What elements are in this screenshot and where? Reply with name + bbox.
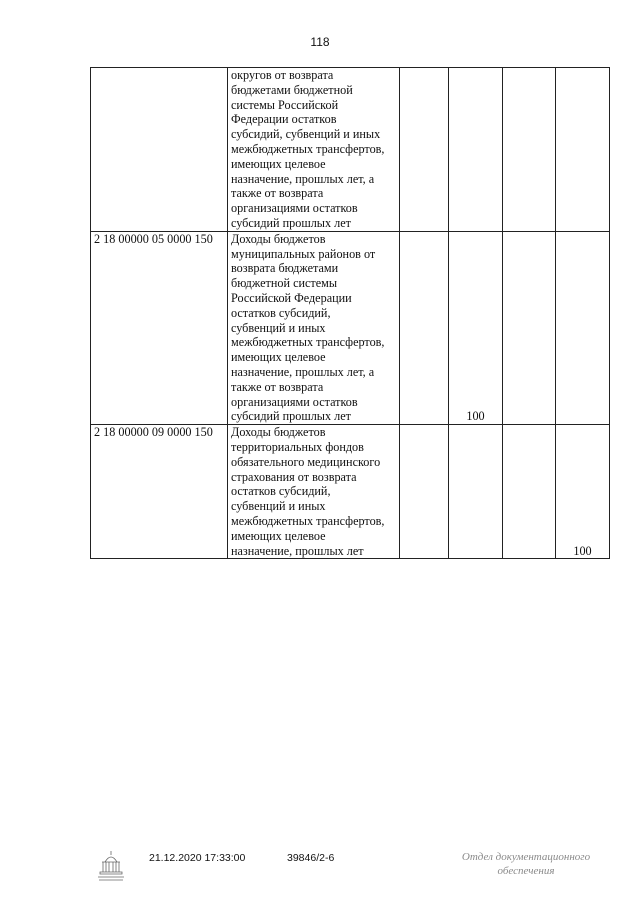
description-line: муниципальных районов от: [231, 246, 376, 261]
value-cell: [503, 231, 556, 424]
description-line: Доходы бюджетов: [231, 425, 326, 440]
description-line: организациями остатков: [231, 201, 358, 216]
table-body: [91, 68, 610, 559]
description-line: имеющих целевое: [231, 156, 326, 171]
budget-table: [90, 67, 610, 559]
footer-datetime: 21.12.2020 17:33:00: [149, 852, 246, 864]
description-line: также от возврата: [231, 186, 324, 201]
page-number: 118: [310, 35, 330, 49]
budget-code-cell: 2 18 00000 05 0000 150: [91, 231, 228, 424]
description-line: Российской Федерации: [231, 290, 352, 305]
value-cell: [400, 231, 449, 424]
description-line: округов от возврата: [231, 68, 334, 82]
budget-code-cell: [91, 68, 228, 232]
value-cell: [503, 425, 556, 559]
table-row: [91, 231, 610, 424]
description-line: межбюджетных трансфертов,: [231, 141, 385, 156]
description-line: территориальных фондов: [231, 439, 364, 454]
duma-emblem-icon: [96, 848, 126, 884]
budget-code-cell: 2 18 00000 09 0000 150: [91, 425, 228, 559]
description-line: также от возврата: [231, 379, 324, 394]
stamp-line: обеспечения: [497, 865, 555, 877]
description-line: межбюджетных трансфертов,: [231, 335, 385, 350]
description-line: имеющих целевое: [231, 350, 326, 365]
page-footer: [0, 848, 640, 898]
description-cell: [228, 231, 400, 424]
description-line: Федерации остатков: [231, 112, 337, 127]
description-line: назначение, прошлых лет: [231, 543, 364, 558]
value-cell: [556, 68, 610, 232]
value-cell: [400, 68, 449, 232]
description-line: субсидий прошлых лет: [231, 409, 351, 424]
stamp-line: Отдел документационного: [461, 851, 591, 863]
description-line: субсидий прошлых лет: [231, 215, 351, 230]
description-line: возврата бюджетами: [231, 261, 339, 276]
description-line: субсидий, субвенций и иных: [231, 127, 381, 142]
description-line: бюджетами бюджетной: [231, 82, 353, 97]
description-line: межбюджетных трансфертов,: [231, 513, 385, 528]
description-line: организациями остатков: [231, 394, 358, 409]
description-line: назначение, прошлых лет, а: [231, 364, 375, 379]
value-cell: 100: [449, 231, 503, 424]
description-line: субвенций и иных: [231, 499, 326, 514]
description-line: назначение, прошлых лет, а: [231, 171, 375, 186]
description-line: Доходы бюджетов: [231, 231, 326, 246]
value-cell: [400, 425, 449, 559]
value-cell: [556, 231, 610, 424]
description-line: системы Российской: [231, 97, 339, 112]
description-cell: [228, 68, 400, 232]
description-line: остатков субсидий,: [231, 305, 331, 320]
description-line: субвенций и иных: [231, 320, 326, 335]
description-line: страхования от возврата: [231, 469, 357, 484]
value-cell: [449, 68, 503, 232]
value-cell: [449, 425, 503, 559]
description-line: имеющих целевое: [231, 528, 326, 543]
table-row: [91, 425, 610, 559]
description-line: бюджетной системы: [231, 276, 338, 291]
value-cell: [503, 68, 556, 232]
table-row: [91, 68, 610, 232]
description-line: остатков субсидий,: [231, 484, 331, 499]
description-line: обязательного медицинского: [231, 454, 381, 469]
footer-doc-number: 39846/2-6: [287, 852, 335, 864]
department-stamp: [446, 850, 606, 878]
value-cell: 100: [556, 425, 610, 559]
description-cell: [228, 425, 400, 559]
